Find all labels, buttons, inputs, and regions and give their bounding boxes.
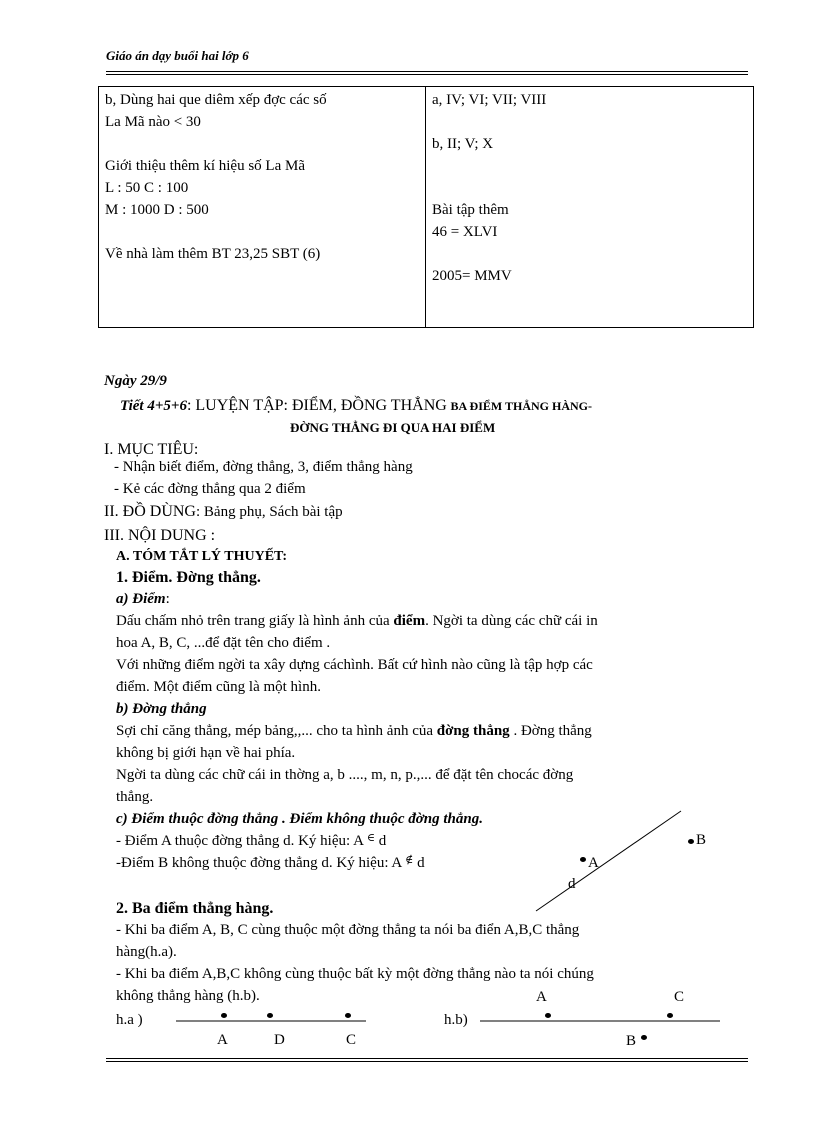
para-b4: thẳng. — [116, 789, 154, 805]
para-c1-post: d — [375, 833, 387, 849]
muc-tieu-item: - Nhận biết điểm, đờng thẳng, 3, điểm thẳng hàng — [114, 459, 413, 475]
para-a1-bold: điểm — [393, 613, 426, 629]
lesson-title-part2: BA ĐIỂM THẲNG HÀNG- — [450, 399, 593, 413]
sub-b-heading: b) Đờng thẳng — [116, 701, 207, 717]
hb-point-c-dot — [667, 1013, 673, 1018]
lesson-date: Ngày 29/9 — [104, 373, 167, 389]
ha-label: h.a ) — [116, 1012, 143, 1028]
table-left-line: b, Dùng hai que diêm xếp đợc các số — [105, 92, 327, 108]
hb-point-a-dot — [545, 1013, 551, 1018]
ha-label-d: D — [274, 1032, 285, 1048]
muc-tieu-item: - Kẻ các đờng thẳng qua 2 điểm — [114, 481, 306, 497]
fig1-label-a: A — [588, 855, 599, 871]
table-right-line: 2005= MMV — [432, 268, 512, 284]
para-2c: - Khi ba điểm A,B,C không cùng thuộc bất kỳ một đờng thẳng nào ta nói chúng — [116, 966, 594, 982]
point-a-dot — [580, 857, 586, 862]
para-a2: hoa A, B, C, ...để đặt tên cho điểm . — [116, 635, 331, 651]
para-a1-pre: Dấu chấm nhỏ trên trang giấy là hình ảnh của — [116, 613, 394, 629]
noi-dung-heading: III. NỘI DUNG : — [104, 527, 216, 544]
table-left-line: M : 1000 D : 500 — [105, 202, 209, 218]
fig1-label-b: B — [696, 832, 707, 848]
header-title: Giáo án dạy buổi hai lớp 6 — [106, 48, 249, 63]
para-b1-bold: đờng thẳng — [436, 723, 510, 739]
table-right-line: b, II; V; X — [432, 136, 494, 152]
point-b-dot — [688, 839, 694, 844]
element-of-symbol: ∈ — [366, 832, 375, 844]
footer-rule-2 — [106, 1061, 748, 1062]
ha-label-c: C — [346, 1032, 357, 1048]
table-right-line: 46 = XLVI — [432, 224, 498, 240]
table-left-line: L : 50 C : 100 — [105, 180, 189, 196]
para-b1-pre: Sợi chỉ căng thẳng, mép bảng,,... cho ta hình ảnh của — [116, 723, 437, 739]
table-left-line: Giới thiệu thêm kí hiệu số La Mã — [105, 158, 305, 174]
lesson-tiet-label: Tiết 4+5+6 — [120, 398, 187, 414]
table-right-line: a, IV; VI; VII; VIII — [432, 92, 547, 108]
footer-rule-1 — [106, 1058, 748, 1059]
heading-2: 2. Ba điểm thẳng hàng. — [116, 900, 274, 917]
para-a1-post: . Ngời ta dùng các chữ cái in — [425, 613, 598, 629]
para-a3: Với những điểm ngời ta xây dựng cáchình. Bất cứ hình nào cũng là tập hợp các — [116, 657, 593, 673]
para-b2: không bị giới hạn về hai phía. — [116, 745, 296, 761]
line-d — [536, 811, 681, 911]
ha-point-d-dot — [267, 1013, 273, 1018]
para-2d: không thẳng hàng (h.b). — [116, 988, 260, 1004]
hb-label-c: C — [674, 989, 685, 1005]
sub-c-heading: c) Điểm thuộc đờng thẳng . Điểm không thuộc đờng thẳng. — [116, 811, 483, 827]
table-left-line: La Mã nào < 30 — [105, 114, 201, 130]
para-c1-pre: - Điểm A thuộc đờng thẳng d. Ký hiệu: A — [116, 833, 367, 849]
para-a4: điểm. Một điểm cũng là một hình. — [116, 679, 321, 695]
ha-label-a: A — [217, 1032, 228, 1048]
heading-1: 1. Điểm. Đờng thẳng. — [116, 569, 261, 586]
hb-label: h.b) — [444, 1012, 468, 1028]
para-b1-post: . Đờng thẳng — [509, 723, 592, 739]
do-dung-text: : Bảng phụ, Sách bài tập — [195, 504, 343, 520]
para-2a: - Khi ba điểm A, B, C cùng thuộc một đờng thẳng ta nói ba điển A,B,C thẳng — [116, 922, 580, 938]
sub-a-colon: : — [165, 591, 170, 607]
hb-point-b-dot — [641, 1035, 647, 1040]
table-left-line: Về nhà làm thêm BT 23,25 SBT (6) — [105, 246, 321, 262]
fig1-label-d: d — [568, 876, 576, 892]
para-c2-pre: -Điểm B không thuộc đờng thẳng d. Ký hiệu: A — [116, 855, 406, 871]
table-right-line: Bài tập thêm — [432, 202, 509, 218]
para-2b: hàng(h.a). — [116, 944, 177, 960]
hb-label-a: A — [536, 989, 547, 1005]
lesson-title-part1: : LUYỆN TẬP: ĐIỂM, ĐỒNG THẲNG — [186, 397, 447, 414]
ha-point-c-dot — [345, 1013, 351, 1018]
section-a-heading: A. TÓM TẮT LÝ THUYẾT: — [116, 549, 288, 564]
para-c2-post: d — [413, 855, 425, 871]
para-b3: Ngời ta dùng các chữ cái in thờng a, b ...., m, n, p.,... để đặt tên chocác đờng — [116, 767, 574, 783]
hb-label-b: B — [626, 1033, 637, 1049]
not-element-of-symbol: ∉ — [405, 854, 414, 866]
ha-point-a-dot — [221, 1013, 227, 1018]
lesson-title-line2: ĐỜNG THẲNG ĐI QUA HAI ĐIỂM — [290, 420, 496, 435]
sub-a-label: a) Điểm — [116, 591, 166, 607]
do-dung-label: II. ĐỒ DÙNG — [104, 503, 196, 520]
muc-tieu-heading: I. MỤC TIÊU: — [104, 441, 199, 458]
